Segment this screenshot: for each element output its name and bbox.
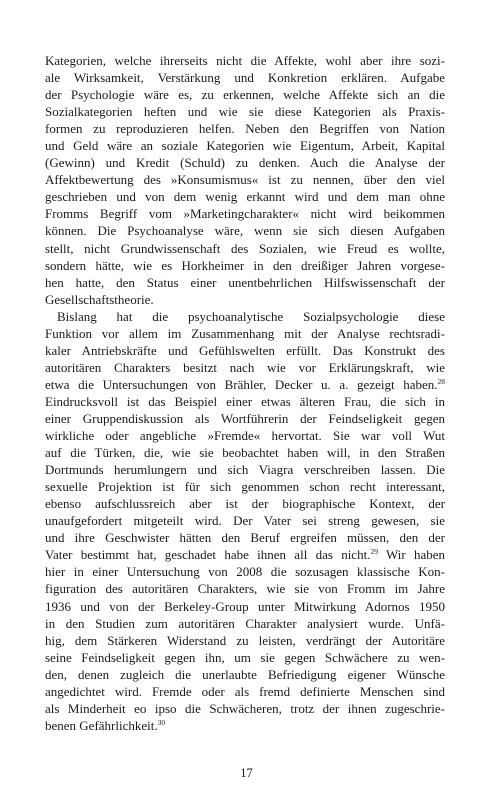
text-line: autoritären Charakters besitzt nach wie vor Erklärungskraft, wie <box>45 359 445 375</box>
text-line: hier in einer Untersuchung von 2008 die sozusagen klassische Kon- <box>45 564 445 580</box>
text-line: Dortmunds herumlungern und sich Viagra verschreiben lassen. Die <box>45 462 445 478</box>
text-line: formen zu reproduzieren helfen. Neben den Begriffen von Nation <box>45 121 445 137</box>
text-line: ale Wirksamkeit, Verstärkung und Konkretion erklären. Aufgabe <box>45 70 445 86</box>
text-line: etwa die Untersuchungen von Brähler, Decker u. a. gezeigt haben.$^{28}$ <box>45 376 445 392</box>
text-line: wirkliche oder angebliche »Fremde« hervortat. Sie war voll Wut <box>45 428 445 444</box>
text-line: Sozialkategorien heften und wie sie diese Kategorien als Praxis- <box>45 104 445 120</box>
text-line: in den Studien zum autoritären Charakter analysiert wurde. Unfä- <box>45 615 445 631</box>
text-line: seine Feindseligkeit gegen ihn, um sie gegen Schwächere zu wen- <box>45 649 445 665</box>
text-line: stellt, nicht Grundwissenschaft des Sozialen, wie Freud es wollte, <box>45 240 445 256</box>
page-number: 17 <box>240 766 253 780</box>
text-line: Gesellschaftstheorie. <box>45 291 154 307</box>
paragraph <box>45 308 445 734</box>
text-line: sexuelle Projektion ist für sich genommen schon recht interessant, <box>45 479 445 495</box>
text-line: angedichtet wird. Fremde oder als fremd definierte Menschen sind <box>45 683 445 699</box>
text-line: hen hatte, den Status einer unentbehrlichen Hilfswissenschaft der <box>45 274 445 290</box>
text-line: (Gewinn) und Kredit (Schuld) zu denken. Auch die Analyse der <box>45 155 445 171</box>
text-fragment: Wir haben <box>377 547 445 563</box>
text-line: Affektbewertung des »Konsumismus« ist zu nennen, über den viel <box>45 172 445 188</box>
text-line: benen Gefährlichkeit.$^{30}$ <box>45 717 166 733</box>
text-line: Vater bestimmt hat, geschadet habe ihnen all das nicht.$^{29}$ Wir haben <box>45 547 445 563</box>
text-line: kaler Antriebskräfte und Gefühlswelten erfüllt. Das Konstrukt des <box>45 342 445 358</box>
text-line: 1936 und von der Berkeley-Group unter Mitwirkung Adornos 1950 <box>45 598 445 614</box>
body-text <box>45 52 445 734</box>
text-line: Fromms Begriff vom »Marketingcharakter« nicht wird beikommen <box>45 206 445 222</box>
text-line: Eindrucksvoll ist das Beispiel einer etwas älteren Frau, die sich in <box>45 393 445 409</box>
text-line: Kategorien, welche ihrerseits nicht die Affekte, wohl aber ihre sozi- <box>45 53 445 68</box>
text-line: unaufgefordert mitgeteilt wird. Der Vater sei streng gewesen, sie <box>45 513 445 529</box>
text-line: hig, dem Stärkeren Widerstand zu leisten, verdrängt der Autoritäre <box>45 632 445 648</box>
footnote-marker-29: 29 <box>370 547 378 557</box>
text-line: ebenso aufschlussreich aber ist der biographische Kontext, der <box>45 496 445 512</box>
text-line: sondern hätte, wie es Horkheimer in den dreißiger Jahren vorgese- <box>45 257 445 273</box>
text-line: Bislang hat die psychoanalytische Sozialpsychologie diese <box>57 308 445 324</box>
text-line: den, denen zugleich die unerlaubte Befriedigung eigener Wünsche <box>45 666 445 682</box>
text-line: auf die Türken, die, wie sie beobachtet haben will, in den Straßen <box>45 445 445 461</box>
text-line: der Psychologie wäre es, zu erkennen, welche Affekte sich an die <box>45 87 445 103</box>
text-line: können. Die Psychoanalyse wäre, wenn sie sich diesen Aufgaben <box>45 223 445 239</box>
footnote-marker-28: 28 <box>437 376 445 386</box>
paragraph <box>45 52 445 308</box>
text-line: als Minderheit eo ipso die Schwächeren, trotz der ihnen zugeschrie- <box>45 700 445 716</box>
footnote-marker-30: 30 <box>157 717 166 727</box>
text-line: Funktion vor allem im Zusammenhang mit der Analyse rechtsradi- <box>45 325 445 341</box>
text-line: und ihre Geschwister hätten den Beruf ergreifen müssen, den der <box>45 530 445 546</box>
text-line: und Geld wäre an soziale Kategorien wie Eigentum, Arbeit, Kapital <box>45 138 445 154</box>
text-line: geschrieben und von dem wenig erkannt wird und dem man ohne <box>45 189 445 205</box>
text-line: einer Gruppendiskussion als Wortführerin der Feindseligkeit gegen <box>45 410 445 426</box>
text-line: figuration des autoritären Charakters, wie sie von Fromm im Jahre <box>45 581 445 597</box>
